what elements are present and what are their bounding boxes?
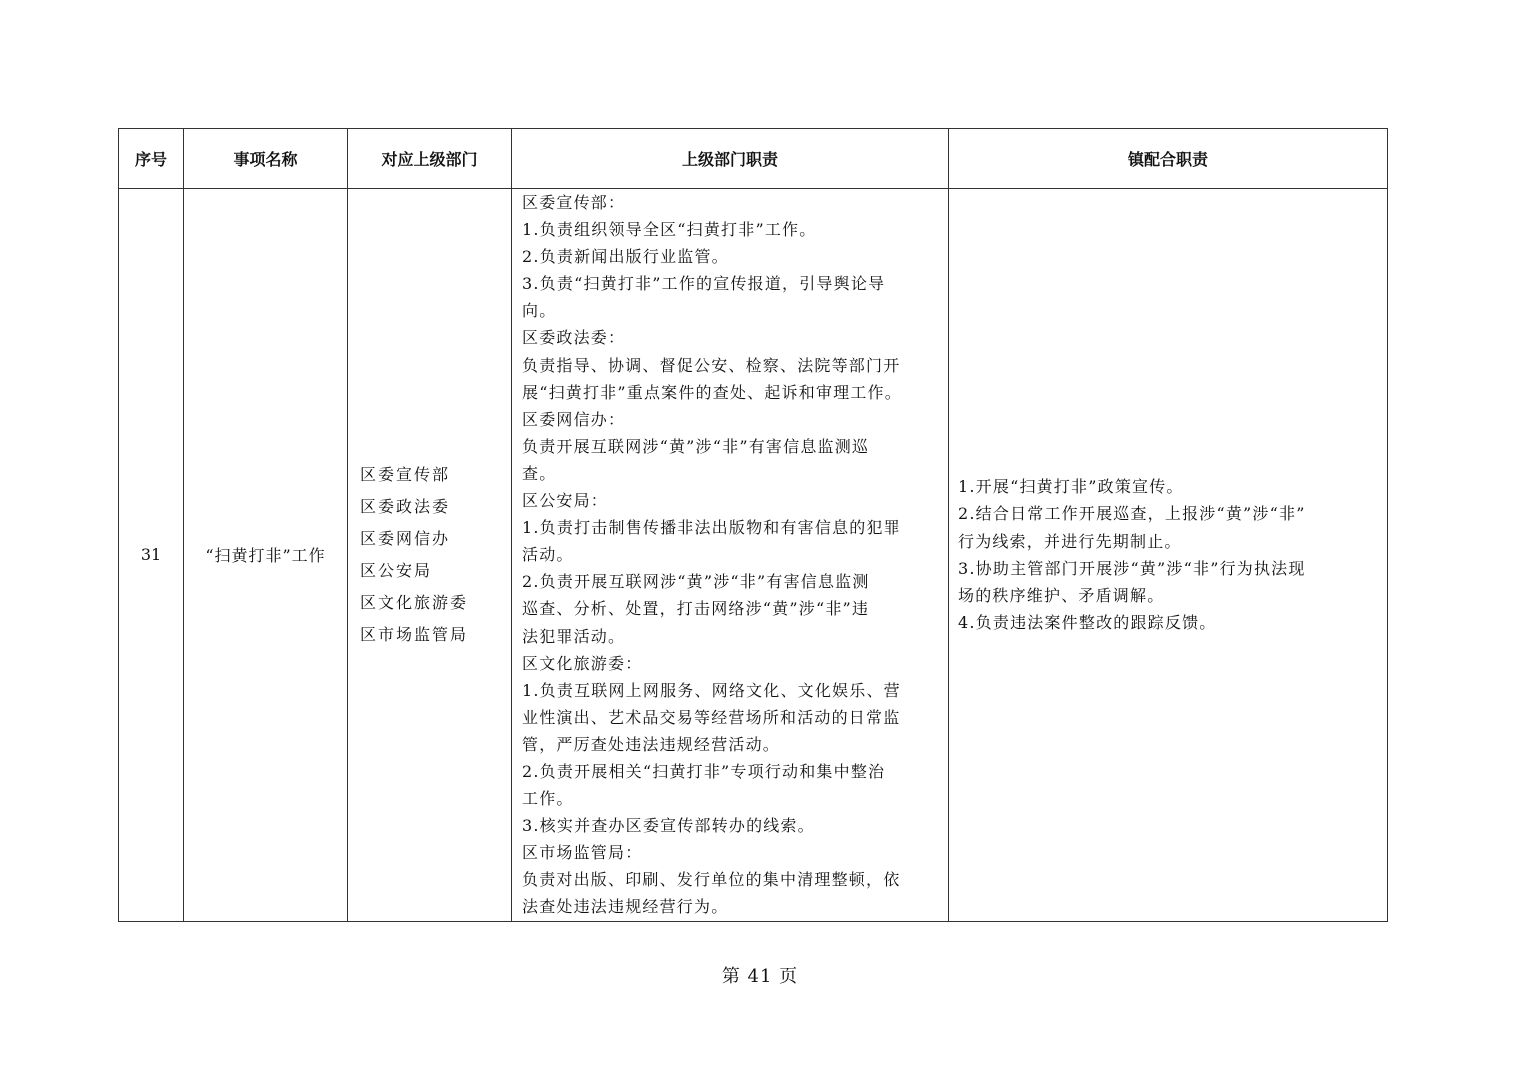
table-row [119, 189, 1388, 922]
cell-superior-duties [512, 189, 949, 922]
header-town-duties: 镇配合职责 [949, 129, 1388, 189]
cell-departments [348, 189, 512, 922]
header-superior-duties: 上级部门职责 [512, 129, 949, 189]
town-duty-line: 2.结合日常工作开展巡查，上报涉“黄”涉“非” [958, 504, 1306, 524]
superior-duty-line: 3.核实并查办区委宣传部转办的线索。 [522, 816, 815, 836]
cell-seq: 31 [119, 189, 184, 922]
superior-duty-line: 区委政法委： [522, 328, 626, 348]
town-duty-line: 场的秩序维护、矛盾调解。 [958, 585, 1165, 605]
superior-duty-line: 2.负责开展互联网涉“黄”涉“非”有害信息监测 [522, 572, 870, 592]
town-duty-line: 4.负责违法案件整改的跟踪反馈。 [958, 613, 1217, 633]
header-item-name: 事项名称 [184, 129, 348, 189]
superior-duty-line: 1.负责组织领导全区“扫黄打非”工作。 [522, 220, 817, 240]
superior-duty-line: 法犯罪活动。 [522, 626, 626, 646]
table-header-row [119, 129, 1388, 189]
superior-duty-line: 区委宣传部： [522, 193, 626, 212]
superior-duty-line: 展“扫黄打非”重点案件的查处、起诉和审理工作。 [522, 382, 902, 402]
superior-duty-line: 2.负责开展相关“扫黄打非”专项行动和集中整治 [522, 761, 886, 781]
superior-duty-line: 1.负责互联网上网服务、网络文化、文化娱乐、营 [522, 680, 901, 700]
department-item: 区公安局 [360, 560, 433, 580]
superior-duty-line: 2.负责新闻出版行业监管。 [522, 247, 729, 267]
superior-duty-line: 向。 [522, 301, 557, 321]
superior-duty-line: 区文化旅游委： [522, 653, 643, 673]
town-duty-line: 行为线索，并进行先期制止。 [958, 531, 1182, 551]
cell-town-duties [949, 189, 1388, 922]
department-item: 区委政法委 [360, 496, 451, 516]
superior-duty-line: 区市场监管局： [522, 843, 643, 863]
town-duty-line: 3.协助主管部门开展涉“黄”涉“非”行为执法现 [958, 558, 1306, 578]
superior-duty-line: 3.负责“扫黄打非”工作的宣传报道，引导舆论导 [522, 274, 886, 294]
superior-duty-line: 负责开展互联网涉“黄”涉“非”有害信息监测巡 [522, 436, 870, 456]
superior-duty-line: 法查处违法违规经营行为。 [522, 897, 729, 917]
superior-duty-line: 业性演出、艺术品交易等经营场所和活动的日常监 [522, 707, 901, 727]
header-seq: 序号 [119, 129, 184, 189]
superior-duty-line: 负责指导、协调、督促公安、检察、法院等部门开 [522, 355, 901, 375]
superior-duty-line: 区公安局： [522, 491, 609, 511]
department-item: 区委宣传部 [360, 464, 451, 484]
superior-duty-line: 工作。 [522, 789, 574, 809]
town-duty-line: 1.开展“扫黄打非”政策宣传。 [958, 477, 1184, 497]
superior-duty-line: 区委网信办： [522, 409, 626, 429]
superior-duty-line: 管，严厉查处违法违规经营活动。 [522, 734, 781, 754]
department-item: 区委网信办 [360, 528, 451, 548]
superior-duty-line: 负责对出版、印刷、发行单位的集中清理整顿，依 [522, 870, 901, 890]
superior-duty-line: 活动。 [522, 545, 574, 565]
cell-item-name: “扫黄打非”工作 [184, 189, 348, 922]
duty-table [118, 128, 1388, 922]
department-item: 区文化旅游委 [360, 592, 469, 612]
page-number: 第 41 页 [721, 966, 799, 987]
department-item: 区市场监管局 [360, 624, 469, 644]
superior-duty-line: 查。 [522, 463, 557, 483]
superior-duty-line: 1.负责打击制售传播非法出版物和有害信息的犯罪 [522, 518, 901, 538]
superior-duty-line: 巡查、分析、处置，打击网络涉“黄”涉“非”违 [522, 599, 870, 619]
header-superior-department: 对应上级部门 [348, 129, 512, 189]
